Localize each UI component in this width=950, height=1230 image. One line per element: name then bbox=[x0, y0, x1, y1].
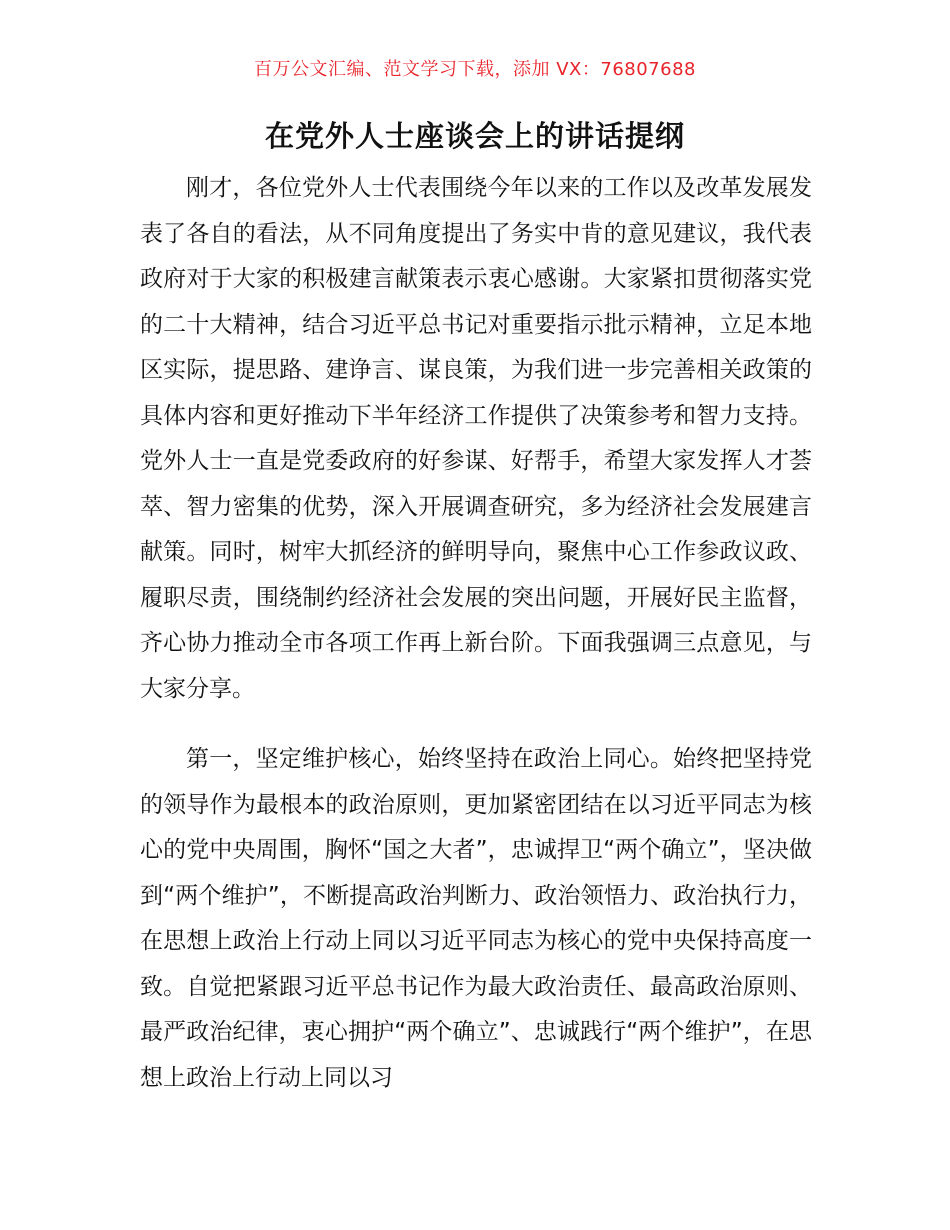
header-banner: 百万公文汇编、范文学习下载，添加 VX：76807688 bbox=[254, 59, 696, 80]
paragraph-2: 第一，坚定维护核心，始终坚持在政治上同心。始终把坚持党的领导作为最根本的政治原则，更加紧密团结在以习近平同志为核心的党中央周围，胸怀“国之大者”，忠诚捍卫“两个确立”，坚决做到“两个维护”，不断提高政治判断力、政治领悟力、政治执行力，在思想上政治上行动上同以习近平同志为核心的党中央保持高度一致。自觉把紧跟习近平总书记作为最大政治责任、最高政治原则、最严政治纪律，衷心拥护“两个确立”、忠诚践行“两个维护”，在思想上政治上行动上同以习 bbox=[140, 746, 812, 1091]
document-title: 在党外人士座谈会上的讲话提纲 bbox=[264, 119, 685, 153]
paragraph-1: 刚才，各位党外人士代表围绕今年以来的工作以及改革发展发表了各自的看法，从不同角度提出了务实中肯的意见建议，我代表政府对于大家的积极建言献策表示衷心感谢。大家紧扣贯彻落实党的二十大精神，结合习近平总书记对重要指示批示精神，立足本地区实际，提思路、建诤言、谋良策，为我们进一步完善相关政策的具体内容和更好推动下半年经济工作提供了决策参考和智力支持。党外人士一直是党委政府的好参谋、好帮手，希望大家发挥人才荟萃、智力密集的优势，深入开展调查研究，多为经济社会发展建言献策。同时，树牢大抓经济的鲜明导向，聚焦中心工作参政议政、履职尽责，围绕制约经济社会发展的突出问题，开展好民主监督，齐心协力推动全市各项工作再上新台阶。下面我强调三点意见，与大家分享。 bbox=[140, 175, 812, 702]
